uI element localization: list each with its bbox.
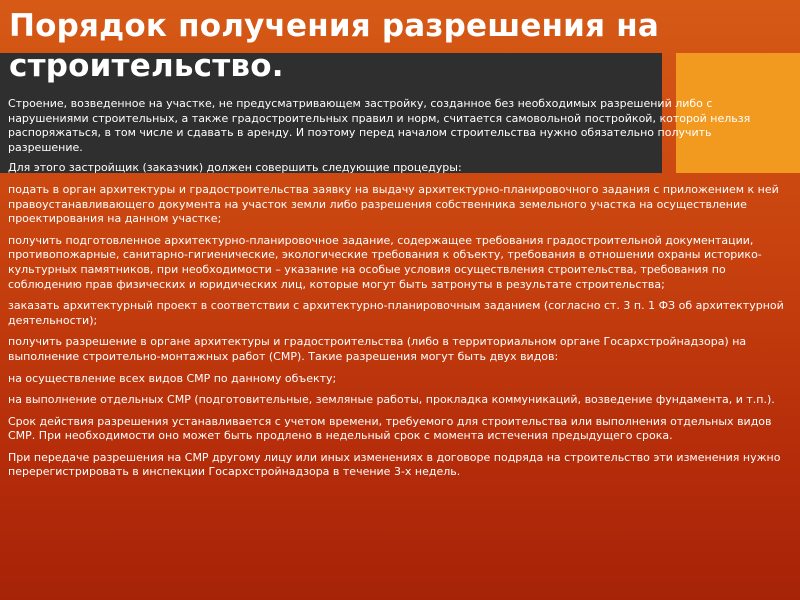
- intro-paragraph: Строение, возведенное на участке, не предусматривающем застройку, созданное без необходимых разрешений либо с нарушениями строительных, а также градостроительных правил и норм, считается самовольной постройкой, которой нельзя распоряжаться, в том числе и сдавать в аренду. И поэтому перед началом строительства нужно обязательно получить разрешение.: [8, 97, 751, 154]
- slide-body: [8, 97, 788, 487]
- procedures-lead: Для этого застройщик (заказчик) должен совершить следующие процедуры:: [8, 161, 462, 175]
- procedure-item-planning-task: получить подготовленное архитектурно-планировочное задание, содержащее требования градостроительной документации, противопожарные, санитарно-гигиенические, экологические требования к объекту, требования в отношении охраны историко-культурных памятников, при необходимости – указание на особые условия осуществления строительства, требования по соблюдению прав физических и юридических лиц, которые могут быть затронуты в результате строительства;: [8, 233, 762, 291]
- permit-validity-paragraph: Срок действия разрешения устанавливается с учетом времени, требуемого для строительства или выполнения отдельных видов СМР. При необходимости оно может быть продлено в недельный срок с момента истечения предыдущего срока.: [8, 414, 772, 443]
- procedure-item-permit: получить разрешение в органе архитектуры и градостроительства (либо в территориальном органе Госархстройнадзора) на выполнение строительно-монтажных работ (СМР). Такие разрешения могут быть двух видов:: [8, 335, 747, 363]
- permit-type-separate-works: на выполнение отдельных СМР (подготовительные, земляные работы, прокладка коммуникаций, возведение фундамента, и т.п.).: [8, 393, 775, 407]
- permit-transfer-paragraph: При передаче разрешения на СМР другому лицу или иных изменениях в договоре подряда на строительство эти изменения нужно перерегистрировать в инспекции Госархстройнадзора в течение 3-х недель.: [8, 450, 781, 479]
- procedure-item-application: подать в орган архитектуры и градостроительства заявку на выдачу архитектурно-планировочного задания с приложением к ней правоустанавливающего документа на участок земли либо разрешения собственника земельного участка на осуществление проектирования на данном участке;: [8, 182, 779, 226]
- permit-type-all-works: на осуществление всех видов СМР по данному объекту;: [8, 371, 337, 385]
- slide-title: Порядок получения разрешения на строительство.: [9, 8, 659, 84]
- procedure-item-project-order: заказать архитектурный проект в соответствии с архитектурно-планировочным заданием (согласно ст. 3 п. 1 ФЗ об архитектурной деятельности);: [8, 299, 784, 327]
